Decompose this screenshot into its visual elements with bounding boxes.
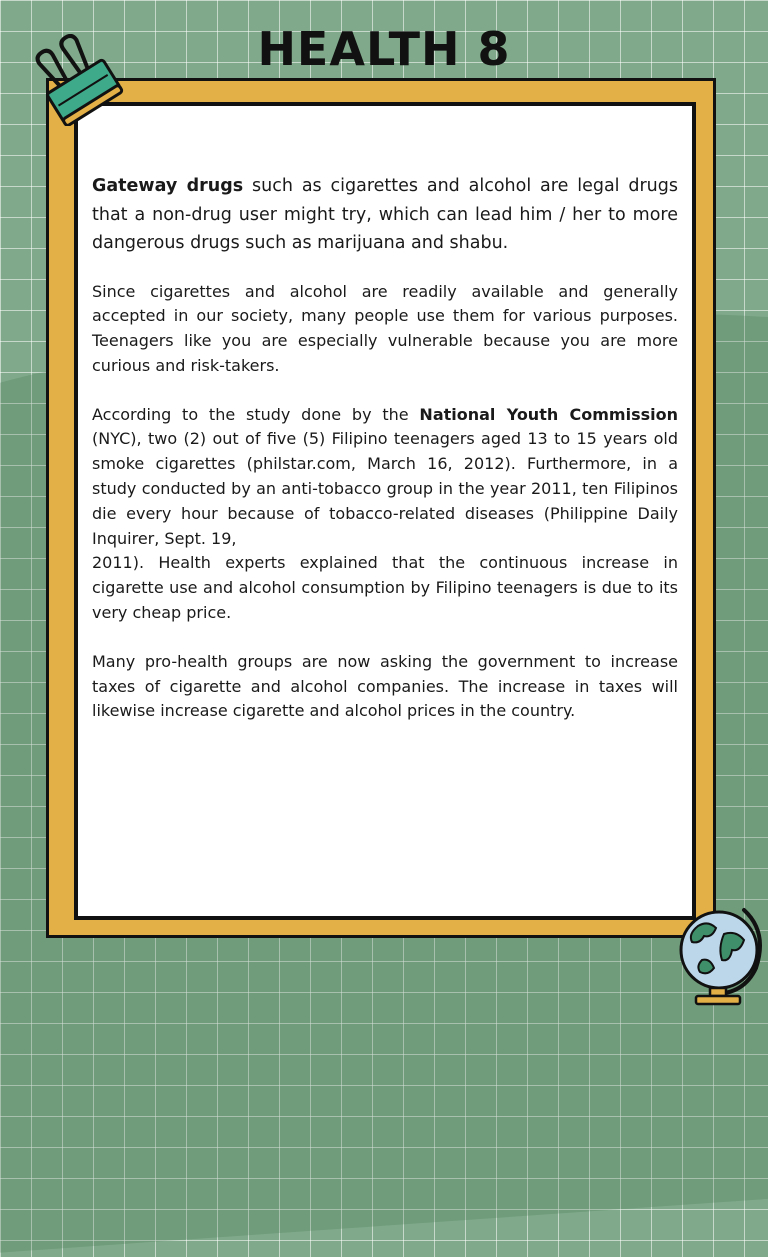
- paragraph-1-text: such as cigarettes and alcohol are legal drugs that a non-drug user might try, which can lead him / her to more dangerous drugs such as marijuana and shabu.: [92, 176, 679, 253]
- paragraph-3-conclusion: 2011). Health experts explained that the continuous increase in cigarette use and alcohol consumption by Filipino teenagers is due to its very cheap price.: [92, 553, 678, 623]
- paragraph-gateway-drugs: [92, 172, 678, 258]
- paragraph-nyc-study: [92, 403, 678, 626]
- paragraph-taxes: Many pro-health groups are now asking the government to increase taxes of cigarette and alcohol companies. The increase in taxes will likewise increase cigarette and alcohol prices in the country.: [92, 651, 678, 721]
- binder-clip-icon: [28, 34, 128, 126]
- paragraph-3-intro: According to the study done by the: [92, 404, 420, 424]
- paragraph-availability: Since cigarettes and alcohol are readily available and generally accepted in our society, many people use them for various purposes. Teenagers like you are especially vulnerable because you are more curious and risk-takers.: [92, 281, 678, 375]
- term-national-youth-commission: National Youth Commission: [419, 404, 679, 424]
- paragraph-3-body: (NYC), two (2) out of five (5) Filipino teenagers aged 13 to 15 years old smoke cigarettes (philstar.com, March 16, 2012). Furthermore, in a study conducted by an anti-tobacco group in the year 2011, ten Filipinos die every hour because of tobacco-related diseases (Philippine Daily Inquirer, Sept. 19,: [92, 429, 678, 548]
- page-title: HEALTH 8: [257, 22, 511, 76]
- article-body: [92, 172, 678, 748]
- term-gateway-drugs: Gateway drugs: [92, 176, 244, 196]
- globe-icon: [674, 902, 768, 1006]
